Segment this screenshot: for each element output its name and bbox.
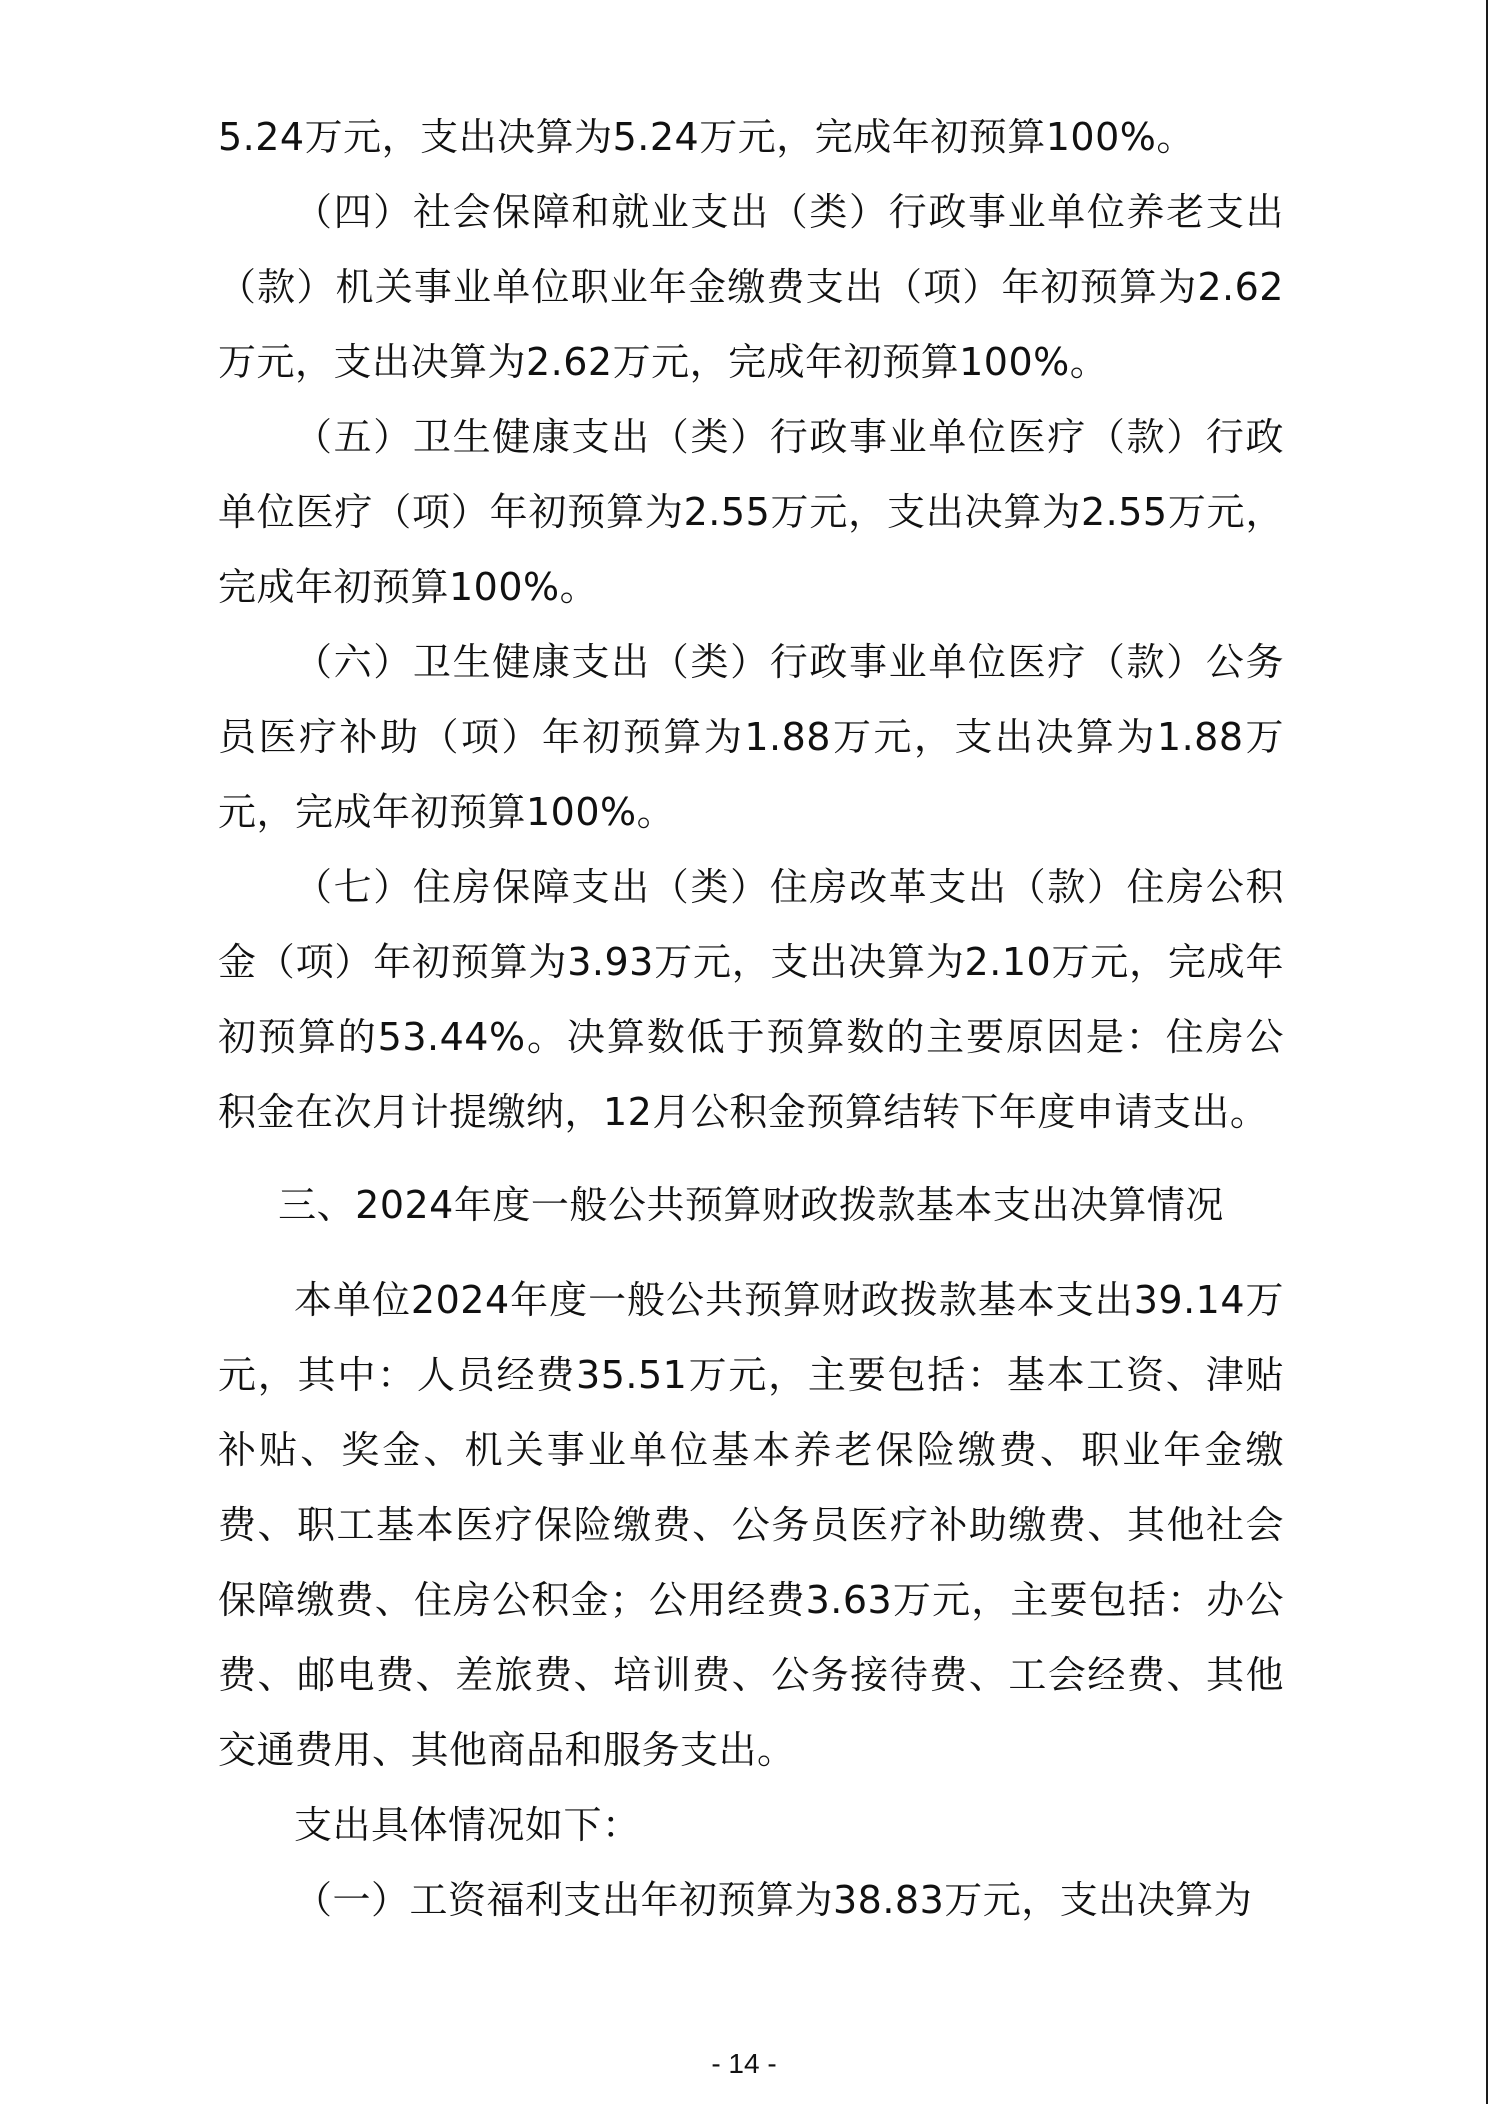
document-body [218,100,1284,1938]
paragraph-item-1: （一）工资福利支出年初预算为38.83万元，支出决算为 [294,1878,1253,1922]
paragraph-details-intro: 支出具体情况如下： [294,1803,641,1847]
paragraph-item-6: （六）卫生健康支出（类）行政事业单位医疗（款）公务员医疗补助（项）年初预算为1.88万元，支出决算为1.88万元，完成年初预算100%。 [218,640,1284,834]
paragraph-item-4: （四）社会保障和就业支出（类）行政事业单位养老支出（款）机关事业单位职业年金缴费支出（项）年初预算为2.62万元，支出决算为2.62万元，完成年初预算100%。 [218,190,1284,384]
page-number: - 14 - [711,2048,777,2079]
paragraph-item-5: （五）卫生健康支出（类）行政事业单位医疗（款）行政单位医疗（项）年初预算为2.55万元，支出决算为2.55万元，完成年初预算100%。 [218,415,1284,609]
section-heading: 三、2024年度一般公共预算财政拨款基本支出决算情况 [278,1183,1224,1227]
paragraph-item-7: （七）住房保障支出（类）住房改革支出（款）住房公积金（项）年初预算为3.93万元，支出决算为2.10万元，完成年初预算的53.44%。决算数低于预算数的主要原因是：住房公积金在次月计提缴纳，12月公积金预算结转下年度申请支出。 [218,865,1284,1134]
paragraph-basic-expenditure: 本单位2024年度一般公共预算财政拨款基本支出39.14万元，其中：人员经费35.51万元，主要包括：基本工资、津贴补贴、奖金、机关事业单位基本养老保险缴费、职业年金缴费、职工基本医疗保险缴费、公务员医疗补助缴费、其他社会保障缴费、住房公积金；公用经费3.63万元，主要包括：办公费、邮电费、差旅费、培训费、公务接待费、工会经费、其他交通费用、其他商品和服务支出。 [218,1278,1284,1772]
paragraph-continuation: 5.24万元，支出决算为5.24万元，完成年初预算100%。 [218,115,1195,159]
